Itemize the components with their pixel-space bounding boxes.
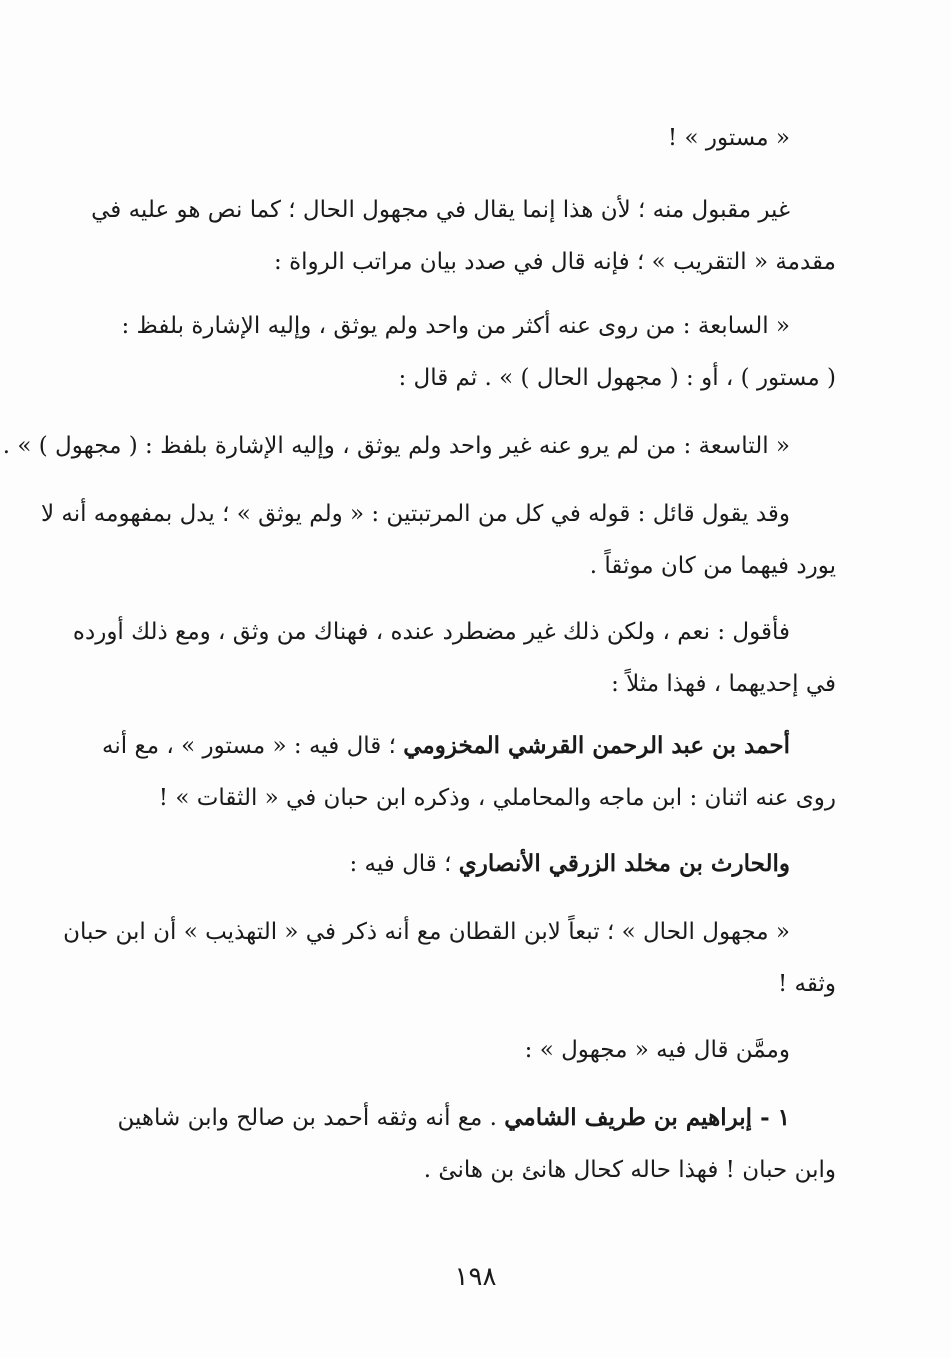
text-fragment: . مع أنه وثقه أحمد بن صالح وابن شاهين xyxy=(117,1105,497,1131)
text-line: في إحديهما ، فهذا مثلاً : xyxy=(611,671,836,697)
paragraph-3 xyxy=(98,300,836,404)
text-line: وثقه ! xyxy=(777,971,836,997)
narrator-name: والحارث بن مخلد الزرقي الأنصاري xyxy=(458,850,790,877)
text-line: « مستور » ! xyxy=(667,125,790,151)
text-line xyxy=(98,838,836,890)
text-line: « السابعة : من روى عنه أكثر من واحد ولم يوثق ، وإليه الإشارة بلفظ : xyxy=(121,313,790,339)
text-line: ( مستور ) ، أو : ( مجهول الحال ) » . ثم قال : xyxy=(398,365,836,391)
text-line: « التاسعة : من لم يرو عنه غير واحد ولم يوثق ، وإليه الإشارة بلفظ : ( مجهول ) » . xyxy=(2,433,790,459)
paragraph-4 xyxy=(2,420,836,472)
narrator-name: ١ - إبراهيم بن طريف الشامي xyxy=(504,1104,790,1131)
text-line: روى عنه اثنان : ابن ماجه والمحاملي ، وذكره ابن حبان في « الثقات » ! xyxy=(158,785,836,811)
text-line: فأقول : نعم ، ولكن ذلك غير مضطرد عنده ، فهناك من وثق ، ومع ذلك أورده xyxy=(72,619,790,645)
text-line: مقدمة « التقريب » ؛ فإنه قال في صدد بيان مراتب الرواة : xyxy=(274,249,836,275)
text-line: وممَّن قال فيه « مجهول » : xyxy=(524,1037,790,1063)
paragraph-8 xyxy=(98,838,836,890)
text-line xyxy=(98,1092,836,1144)
paragraph-5 xyxy=(40,488,836,592)
text-fragment: ؛ قال فيه : « مستور » ، مع أنه xyxy=(102,733,396,759)
paragraph-2 xyxy=(91,184,836,288)
paragraph-10 xyxy=(98,1024,836,1076)
text-fragment: ؛ قال فيه : xyxy=(349,851,452,877)
text-line: يورد فيهما من كان موثقاً . xyxy=(589,553,836,579)
text-line: غير مقبول منه ؛ لأن هذا إنما يقال في مجهول الحال ؛ كما نص هو عليه في xyxy=(91,197,790,223)
text-line: وقد يقول قائل : قوله في كل من المرتبتين : « ولم يوثق » ؛ يدل بمفهومه أنه لا xyxy=(40,501,790,527)
page-number: ١٩٨ xyxy=(454,1262,497,1292)
paragraph-9 xyxy=(63,906,836,1010)
paragraph-7 xyxy=(98,720,836,824)
text-line: « مجهول الحال » ؛ تبعاً لابن القطان مع أنه ذكر في « التهذيب » أن ابن حبان xyxy=(63,919,790,945)
paragraph-6 xyxy=(72,606,836,710)
paragraph-11 xyxy=(98,1092,836,1196)
text-line xyxy=(98,720,836,772)
paragraph-1 xyxy=(98,112,836,164)
narrator-name: أحمد بن عبد الرحمن القرشي المخزومي xyxy=(403,732,790,759)
text-line: وابن حبان ! فهذا حاله كحال هانئ بن هانئ . xyxy=(423,1157,836,1183)
